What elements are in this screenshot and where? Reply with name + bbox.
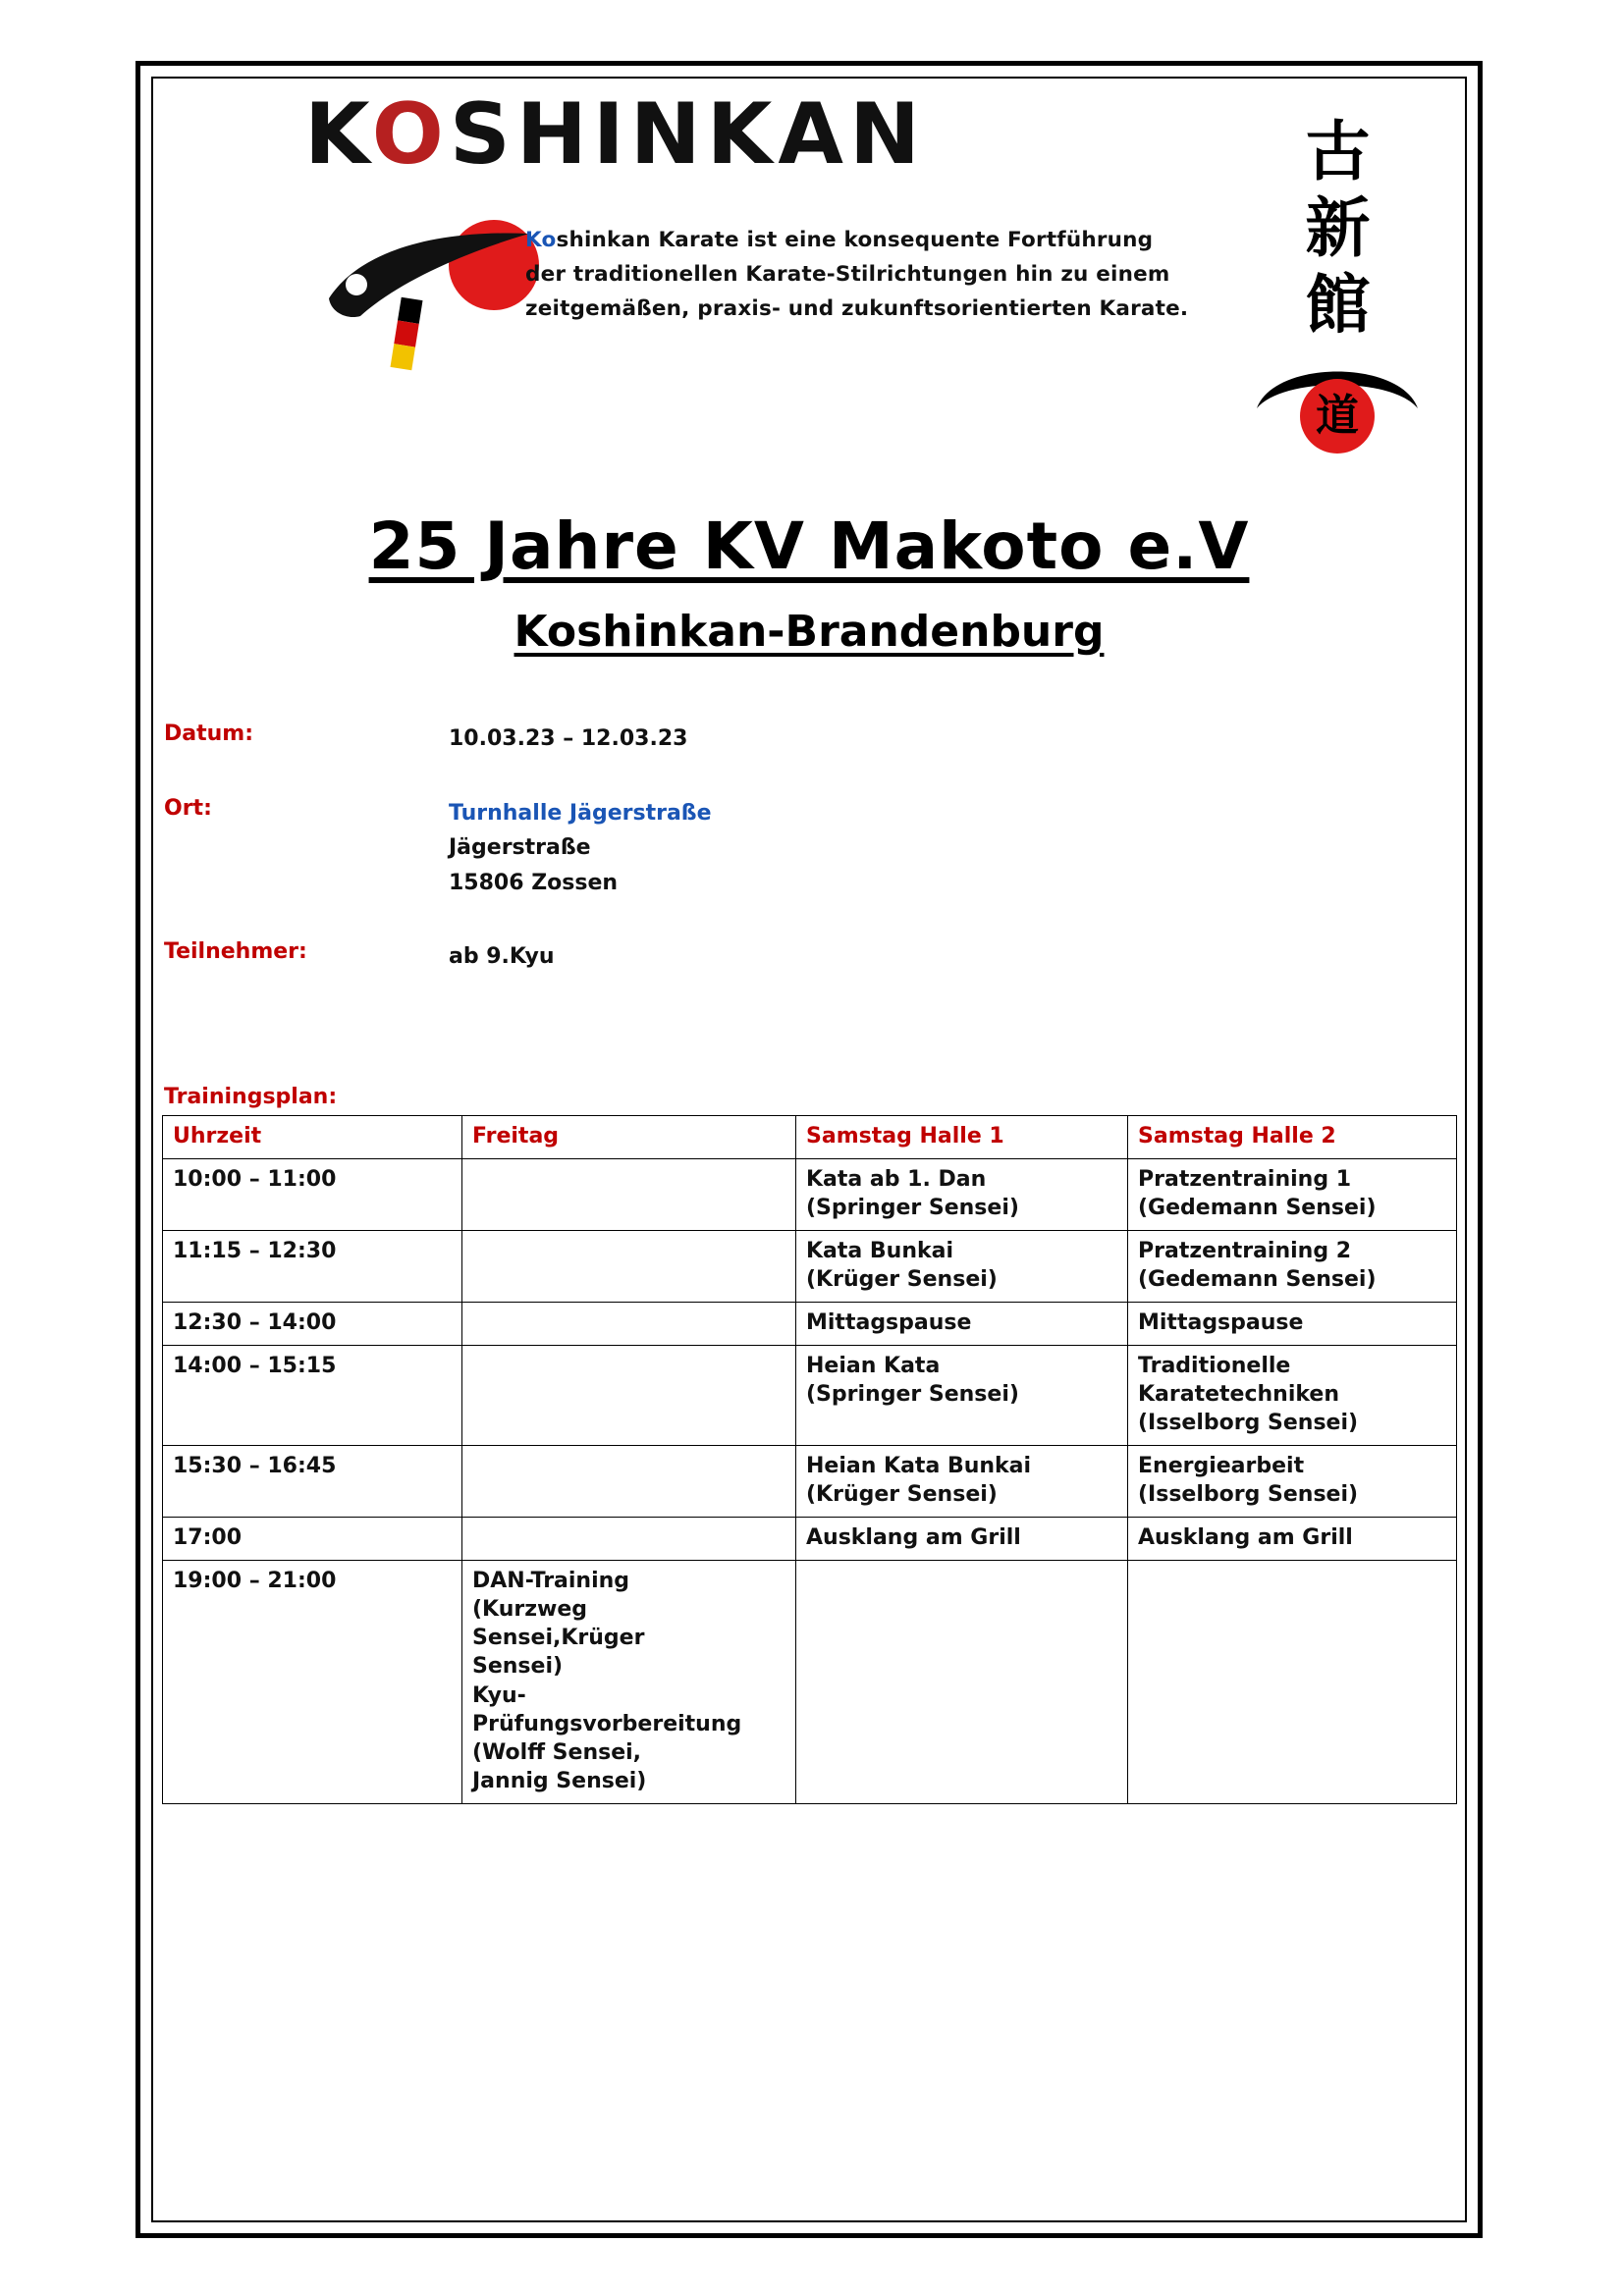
wordmark-rest: SHINKAN [449,85,926,184]
cell-saturday-hall2 [1128,1159,1457,1231]
kanji-ko: 古 [1305,114,1371,189]
schedule-label: Trainingsplan: [164,1085,338,1109]
column-header-saturday-hall1: Samstag Halle 1 [796,1116,1128,1159]
cell-saturday-hall2 [1128,1446,1457,1518]
table-row [163,1231,1457,1303]
cell-line: (Wolff Sensei, [472,1739,642,1765]
location-value [449,796,712,901]
cell-line: (Krüger Sensei) [806,1267,998,1293]
column-header-saturday-hall2: Samstag Halle 2 [1128,1116,1457,1159]
cell-line: Heian Kata [806,1354,941,1379]
cell-time [163,1446,462,1518]
cell-line: (Gedemann Sensei) [1138,1196,1377,1221]
cell-friday [462,1159,796,1231]
cell-line: (Springer Sensei) [806,1382,1019,1408]
cell-line: Mittagspause [1138,1310,1304,1336]
intro-line3: zeitgemäßen, praxis- und zukunftsorientierten Karate. [525,295,1189,321]
kanji-do: 道 [1316,390,1359,441]
table-row [163,1446,1457,1518]
cell-friday [462,1561,796,1803]
cell-line: (Krüger Sensei) [806,1482,998,1508]
cell-line: 12:30 – 14:00 [173,1310,337,1336]
cell-line: 17:00 [173,1525,243,1551]
location-street: Jägerstraße [449,835,591,861]
kanji-shin: 新 [1305,189,1371,266]
cell-time [163,1159,462,1231]
participants-label: Teilnehmer: [164,939,307,965]
page-subtitle: Koshinkan-Brandenburg [514,606,1105,657]
cell-saturday-hall1 [796,1231,1128,1303]
cell-line: Energiearbeit [1138,1454,1305,1479]
intro-paragraph [525,224,1213,326]
table-row [163,1303,1457,1346]
cell-line: (Springer Sensei) [806,1196,1019,1221]
info-row-location [162,796,1456,901]
koshinkan-wordmark [304,85,926,184]
cell-line: 10:00 – 11:00 [173,1167,337,1193]
table-row [163,1561,1457,1803]
table-row [163,1346,1457,1446]
kanji-kan: 館 [1305,266,1371,343]
wordmark-letter-o: O [371,85,450,184]
page-title: 25 Jahre KV Makoto e.V [368,508,1250,584]
cell-line: 15:30 – 16:45 [173,1454,337,1479]
cell-line: Ausklang am Grill [806,1525,1021,1551]
location-name: Turnhalle Jägerstraße [449,800,712,826]
column-header-friday: Freitag [462,1116,796,1159]
cell-line: 19:00 – 21:00 [173,1569,337,1594]
location-label: Ort: [164,795,212,821]
info-row-participants [162,939,1456,975]
cell-saturday-hall2 [1128,1346,1457,1446]
karateka-swoosh-icon [321,230,532,323]
document-header [162,82,1456,505]
cell-friday [462,1346,796,1446]
cell-line: Jannig Sensei) [472,1768,647,1793]
date-value: 10.03.23 – 12.03.23 [449,725,688,751]
cell-line: Karatetechniken [1138,1382,1339,1408]
intro-line1: shinkan Karate ist eine konsequente Fortführung [556,228,1154,252]
training-schedule-table [162,1115,1457,1804]
intro-highlight: Ko [525,228,557,252]
cell-line: Prüfungsvorbereitung [472,1711,742,1736]
kanji-do-badge [1247,351,1429,455]
cell-line: DAN-Training [472,1569,630,1594]
table-header-row [163,1116,1457,1159]
table-row [163,1518,1457,1561]
cell-line: 14:00 – 15:15 [173,1354,337,1379]
cell-line: Mittagspause [806,1310,972,1336]
cell-time [163,1518,462,1561]
cell-line: Pratzentraining 2 [1138,1239,1352,1264]
cell-saturday-hall1 [796,1446,1128,1518]
cell-saturday-hall2 [1128,1303,1457,1346]
cell-friday [462,1518,796,1561]
schedule-body [163,1159,1457,1804]
cell-saturday-hall1 [796,1561,1128,1803]
cell-line: Sensei,Krüger [472,1626,645,1651]
cell-saturday-hall1 [796,1159,1128,1231]
intro-line2: der traditionellen Karate-Stilrichtungen hin zu einem [525,261,1170,287]
table-row [163,1159,1457,1231]
date-label: Datum: [164,721,254,746]
cell-time [163,1346,462,1446]
cell-time [163,1303,462,1346]
column-header-time: Uhrzeit [163,1116,462,1159]
cell-time [163,1561,462,1803]
cell-line: Ausklang am Grill [1138,1525,1353,1551]
cell-friday [462,1446,796,1518]
cell-line: 11:15 – 12:30 [173,1239,337,1264]
cell-line: Kata Bunkai [806,1239,954,1264]
document-content [162,82,1456,2216]
cell-saturday-hall1 [796,1346,1128,1446]
cell-line: (Isselborg Sensei) [1138,1411,1359,1436]
cell-line: (Kurzweg [472,1597,588,1623]
cell-saturday-hall1 [796,1303,1128,1346]
cell-line: Traditionelle [1138,1354,1291,1379]
event-info [162,721,1456,975]
cell-line: Pratzentraining 1 [1138,1167,1352,1193]
wordmark-letter-k: K [304,85,372,184]
cell-saturday-hall2 [1128,1231,1457,1303]
cell-saturday-hall2 [1128,1518,1457,1561]
info-row-date [162,721,1456,757]
cell-friday [462,1231,796,1303]
kanji-column [1247,114,1429,455]
cell-line: (Isselborg Sensei) [1138,1482,1359,1508]
location-city: 15806 Zossen [449,870,619,895]
koshinkan-logo-icon [311,212,537,349]
cell-line: Kata ab 1. Dan [806,1167,987,1193]
cell-friday [462,1303,796,1346]
cell-saturday-hall1 [796,1518,1128,1561]
cell-line: Heian Kata Bunkai [806,1454,1032,1479]
cell-time [163,1231,462,1303]
participants-value: ab 9.Kyu [449,944,555,970]
cell-line: Sensei) [472,1654,564,1680]
cell-saturday-hall2 [1128,1561,1457,1803]
cell-line: Kyu- [472,1682,526,1708]
cell-line: (Gedemann Sensei) [1138,1267,1377,1293]
